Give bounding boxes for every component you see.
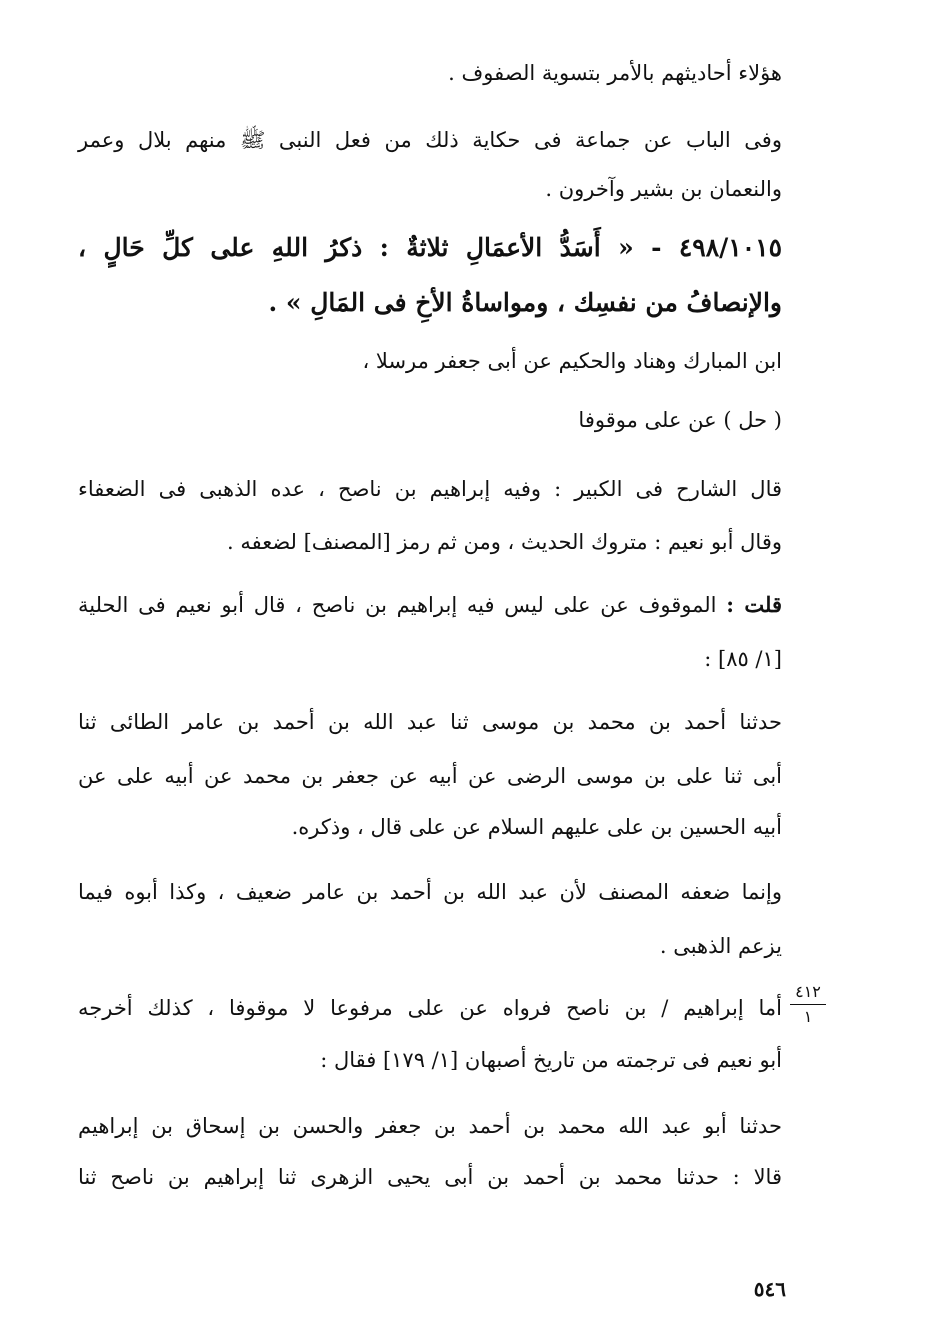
qultu-label: قلت :: [726, 592, 782, 617]
text-line: ابن المبارك وهناد والحكيم عن أبى جعفر مرسلا ،: [362, 349, 782, 373]
text-line: أبيه الحسين بن على عليهم السلام عن على قال ، وذكره.: [291, 815, 782, 839]
margin-note-bottom: ١: [803, 1007, 813, 1026]
hadith-text-line: ٤٩٨/١٠١٥ - « أَسَدُّ الأعمَالِ ثلاثةٌ : ذكرُ اللهِ على كلِّ حَالٍ ،: [78, 233, 782, 262]
margin-reference-note: [786, 982, 830, 1027]
text-line: [١/ ٨٥] :: [704, 647, 782, 671]
text-line: والنعمان بن بشير وآخرون .: [545, 177, 782, 201]
text-line: هؤلاء أحاديثهم بالأمر بتسوية الصفوف .: [448, 61, 782, 85]
text-line: يزعم الذهبى .: [659, 934, 782, 958]
text-line: حدثنا أحمد بن محمد بن موسى ثنا عبد الله بن أحمد بن عامر الطائى ثنا: [78, 710, 782, 734]
text-line: وفى الباب عن جماعة فى حكاية ذلك من فعل النبى ﷺ منهم بلال وعمر: [78, 128, 782, 152]
text-line: ( حل ) عن على موقوفا: [578, 408, 782, 432]
text-line: وإنما ضعفه المصنف لأن عبد الله بن أحمد بن عامر ضعيف ، وكذا أبوه فيما: [78, 880, 782, 904]
text-line: قال الشارح فى الكبير : وفيه إبراهيم بن ناصح ، عده الذهبى فى الضعفاء: [78, 477, 782, 501]
text-line: أبو نعيم فى ترجمته من تاريخ أصبهان [١/ ١٧٩] فقال :: [320, 1048, 782, 1072]
text-line: وقال أبو نعيم : متروك الحديث ، ومن ثم رمز [المصنف] لضعفه .: [226, 530, 782, 554]
hadith-text-line: والإنصافُ من نفسِك ، ومواساةُ الأخِ فى المَالِ » .: [268, 288, 782, 317]
text-line: أبى ثنا على بن موسى الرضى عن أبيه عن جعفر بن محمد عن أبيه على عن: [78, 764, 782, 788]
page-number: ٥٤٦: [753, 1277, 786, 1301]
margin-note-divider: [790, 1004, 826, 1005]
text-line: أما إبراهيم / بن ناصح فرواه عن على مرفوعا لا موقوفا ، كذلك أخرجه: [78, 996, 782, 1020]
text-line: [78, 590, 782, 620]
text-segment: الموقوف عن على ليس فيه إبراهيم بن ناصح ، قال أبو نعيم فى الحلية: [78, 593, 717, 617]
margin-note-top: ٤١٢: [795, 982, 821, 1001]
text-line: حدثنا أبو عبد الله محمد بن أحمد بن جعفر والحسن بن إسحاق بن إبراهيم: [78, 1114, 782, 1138]
text-line: قالا : حدثنا محمد بن أحمد بن أبى يحيى الزهرى ثنا إبراهيم بن ناصح ثنا: [78, 1165, 782, 1189]
